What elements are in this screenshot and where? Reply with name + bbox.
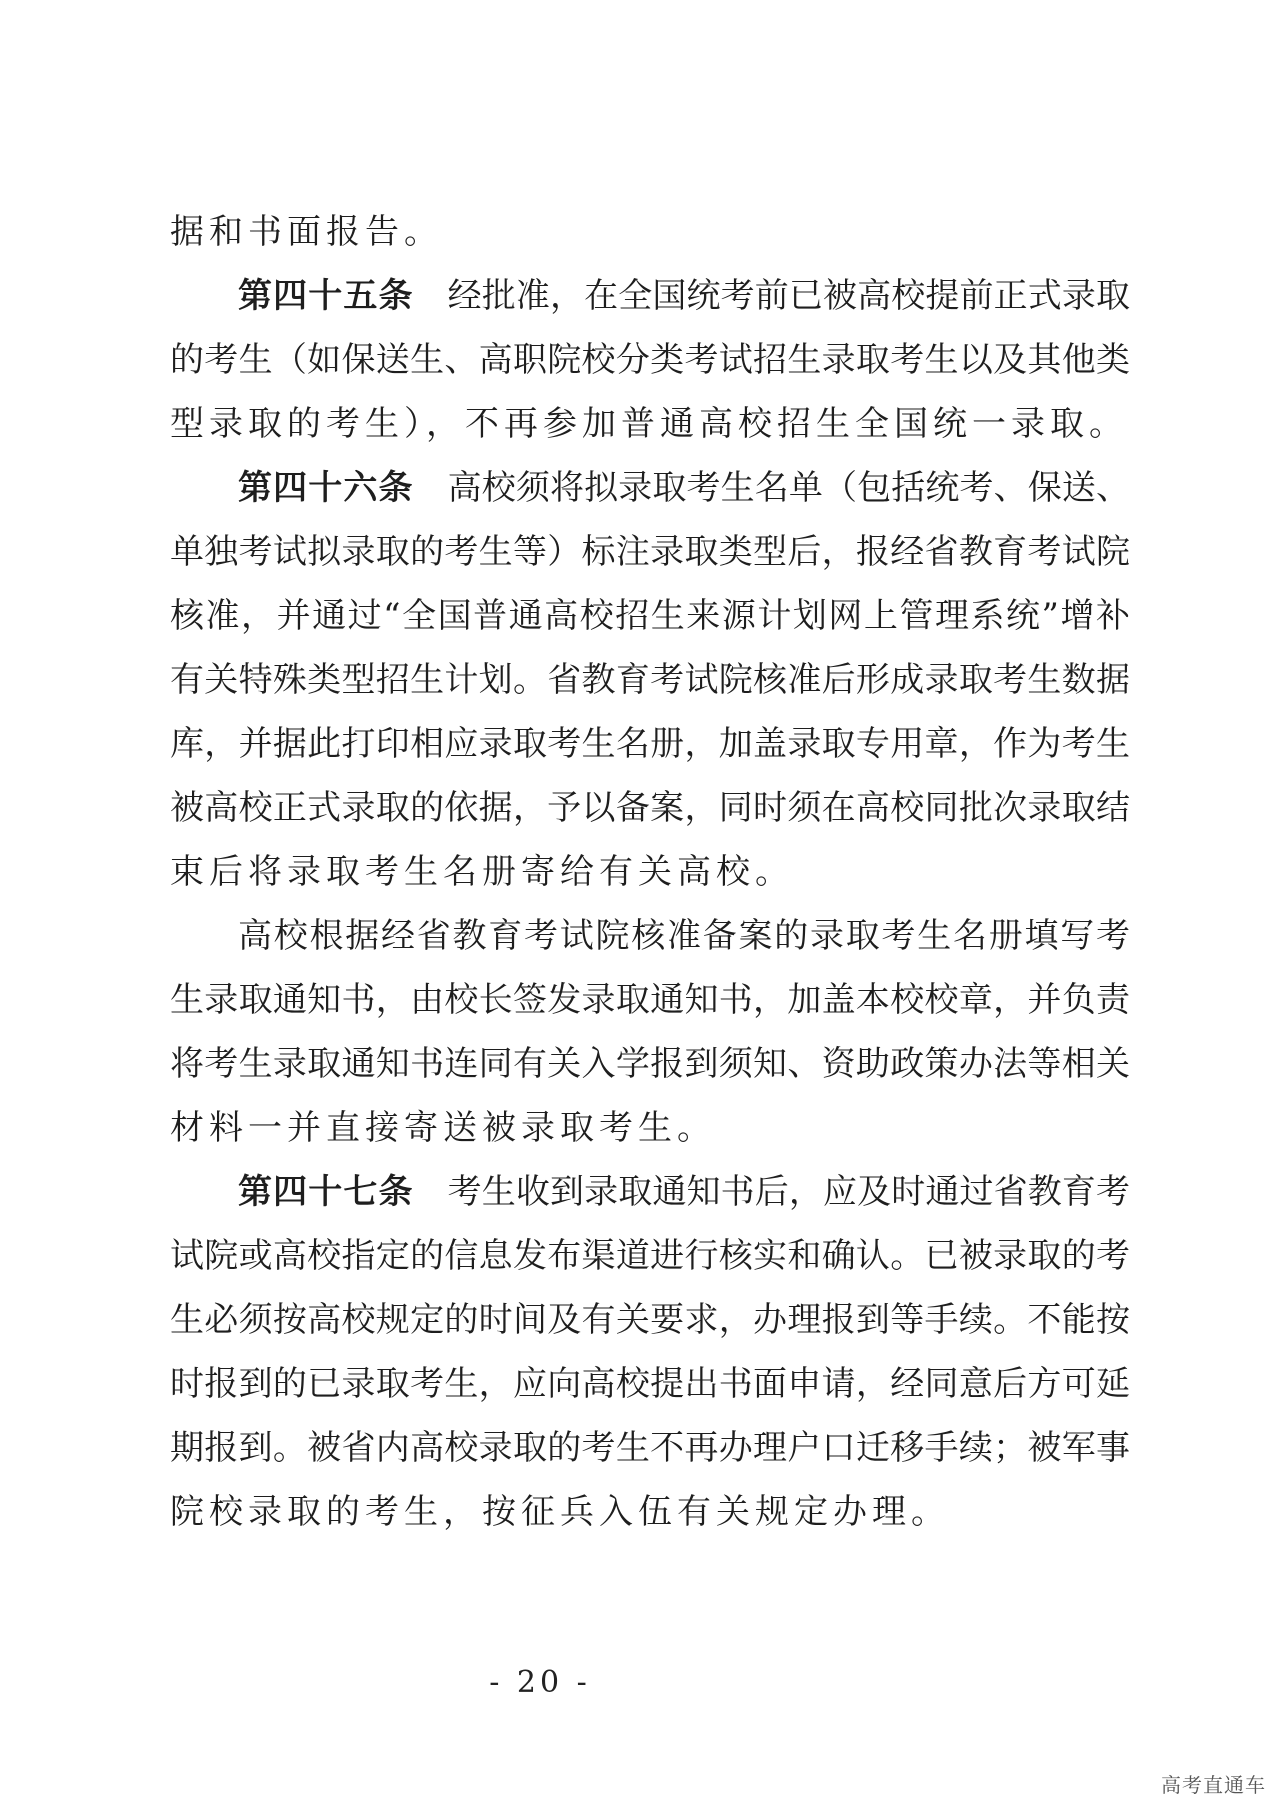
text-line xyxy=(170,1288,1130,1352)
text-line xyxy=(170,1096,1130,1160)
text-line xyxy=(170,328,1130,392)
text-line xyxy=(170,1416,1130,1480)
text-line xyxy=(170,200,1130,264)
text-line xyxy=(170,776,1130,840)
text-line xyxy=(170,968,1130,1032)
text-line xyxy=(170,584,1130,648)
document-body xyxy=(170,200,1130,1544)
line-text: 库，并据此打印相应录取考生名册，加盖录取专用章，作为考生 xyxy=(170,724,1130,764)
line-text: 单独考试拟录取的考生等）标注录取类型后，报经省教育考试院 xyxy=(170,532,1130,572)
text-line xyxy=(170,1480,1130,1544)
article-label: 第四十六条 xyxy=(238,468,414,508)
line-text: 材料一并直接寄送被录取考生。 xyxy=(170,1108,716,1148)
text-line xyxy=(170,1224,1130,1288)
line-text: 时报到的已录取考生，应向高校提出书面申请，经同意后方可延 xyxy=(170,1364,1130,1404)
line-text: 核准，并通过“全国普通高校招生来源计划网上管理系统”增补 xyxy=(170,596,1130,636)
text-line xyxy=(170,264,1130,328)
watermark-text: 高考直通车 xyxy=(1161,1773,1266,1797)
text-line xyxy=(170,904,1130,968)
line-text: 期报到。被省内高校录取的考生不再办理户口迁移手续；被军事 xyxy=(170,1428,1130,1468)
line-text: 束后将录取考生名册寄给有关高校。 xyxy=(170,852,794,892)
text-line xyxy=(170,456,1130,520)
line-text: 高校须将拟录取考生名单（包括统考、保送、 xyxy=(447,468,1130,508)
line-text: 被高校正式录取的依据，予以备案，同时须在高校同批次录取结 xyxy=(170,788,1130,828)
line-text: 考生收到录取通知书后，应及时通过省教育考 xyxy=(447,1172,1130,1212)
line-text: 据和书面报告。 xyxy=(170,212,443,252)
article-label: 第四十五条 xyxy=(238,276,414,316)
text-line xyxy=(170,648,1130,712)
text-line xyxy=(170,840,1130,904)
line-text: 生必须按高校规定的时间及有关要求，办理报到等手续。不能按 xyxy=(170,1300,1130,1340)
line-text: 的考生（如保送生、高职院校分类考试招生录取考生以及其他类 xyxy=(170,340,1130,380)
text-line xyxy=(170,1032,1130,1096)
line-text: 院校录取的考生，按征兵入伍有关规定办理。 xyxy=(170,1492,950,1532)
line-text: 试院或高校指定的信息发布渠道进行核实和确认。已被录取的考 xyxy=(170,1236,1130,1276)
line-text: 生录取通知书，由校长签发录取通知书，加盖本校校章，并负责 xyxy=(170,980,1130,1020)
text-line xyxy=(170,1160,1130,1224)
page-number: - 20 - xyxy=(489,1665,591,1700)
text-line xyxy=(170,520,1130,584)
line-text: 高校根据经省教育考试院核准备案的录取考生名册填写考 xyxy=(238,916,1130,956)
text-line xyxy=(170,1352,1130,1416)
text-line xyxy=(170,392,1130,456)
line-text: 将考生录取通知书连同有关入学报到须知、资助政策办法等相关 xyxy=(170,1044,1130,1084)
line-text: 有关特殊类型招生计划。省教育考试院核准后形成录取考生数据 xyxy=(170,660,1130,700)
article-label: 第四十七条 xyxy=(238,1172,414,1212)
line-text: 型录取的考生），不再参加普通高校招生全国统一录取。 xyxy=(170,404,1128,444)
text-line xyxy=(170,712,1130,776)
line-text: 经批准，在全国统考前已被高校提前正式录取 xyxy=(447,276,1130,316)
